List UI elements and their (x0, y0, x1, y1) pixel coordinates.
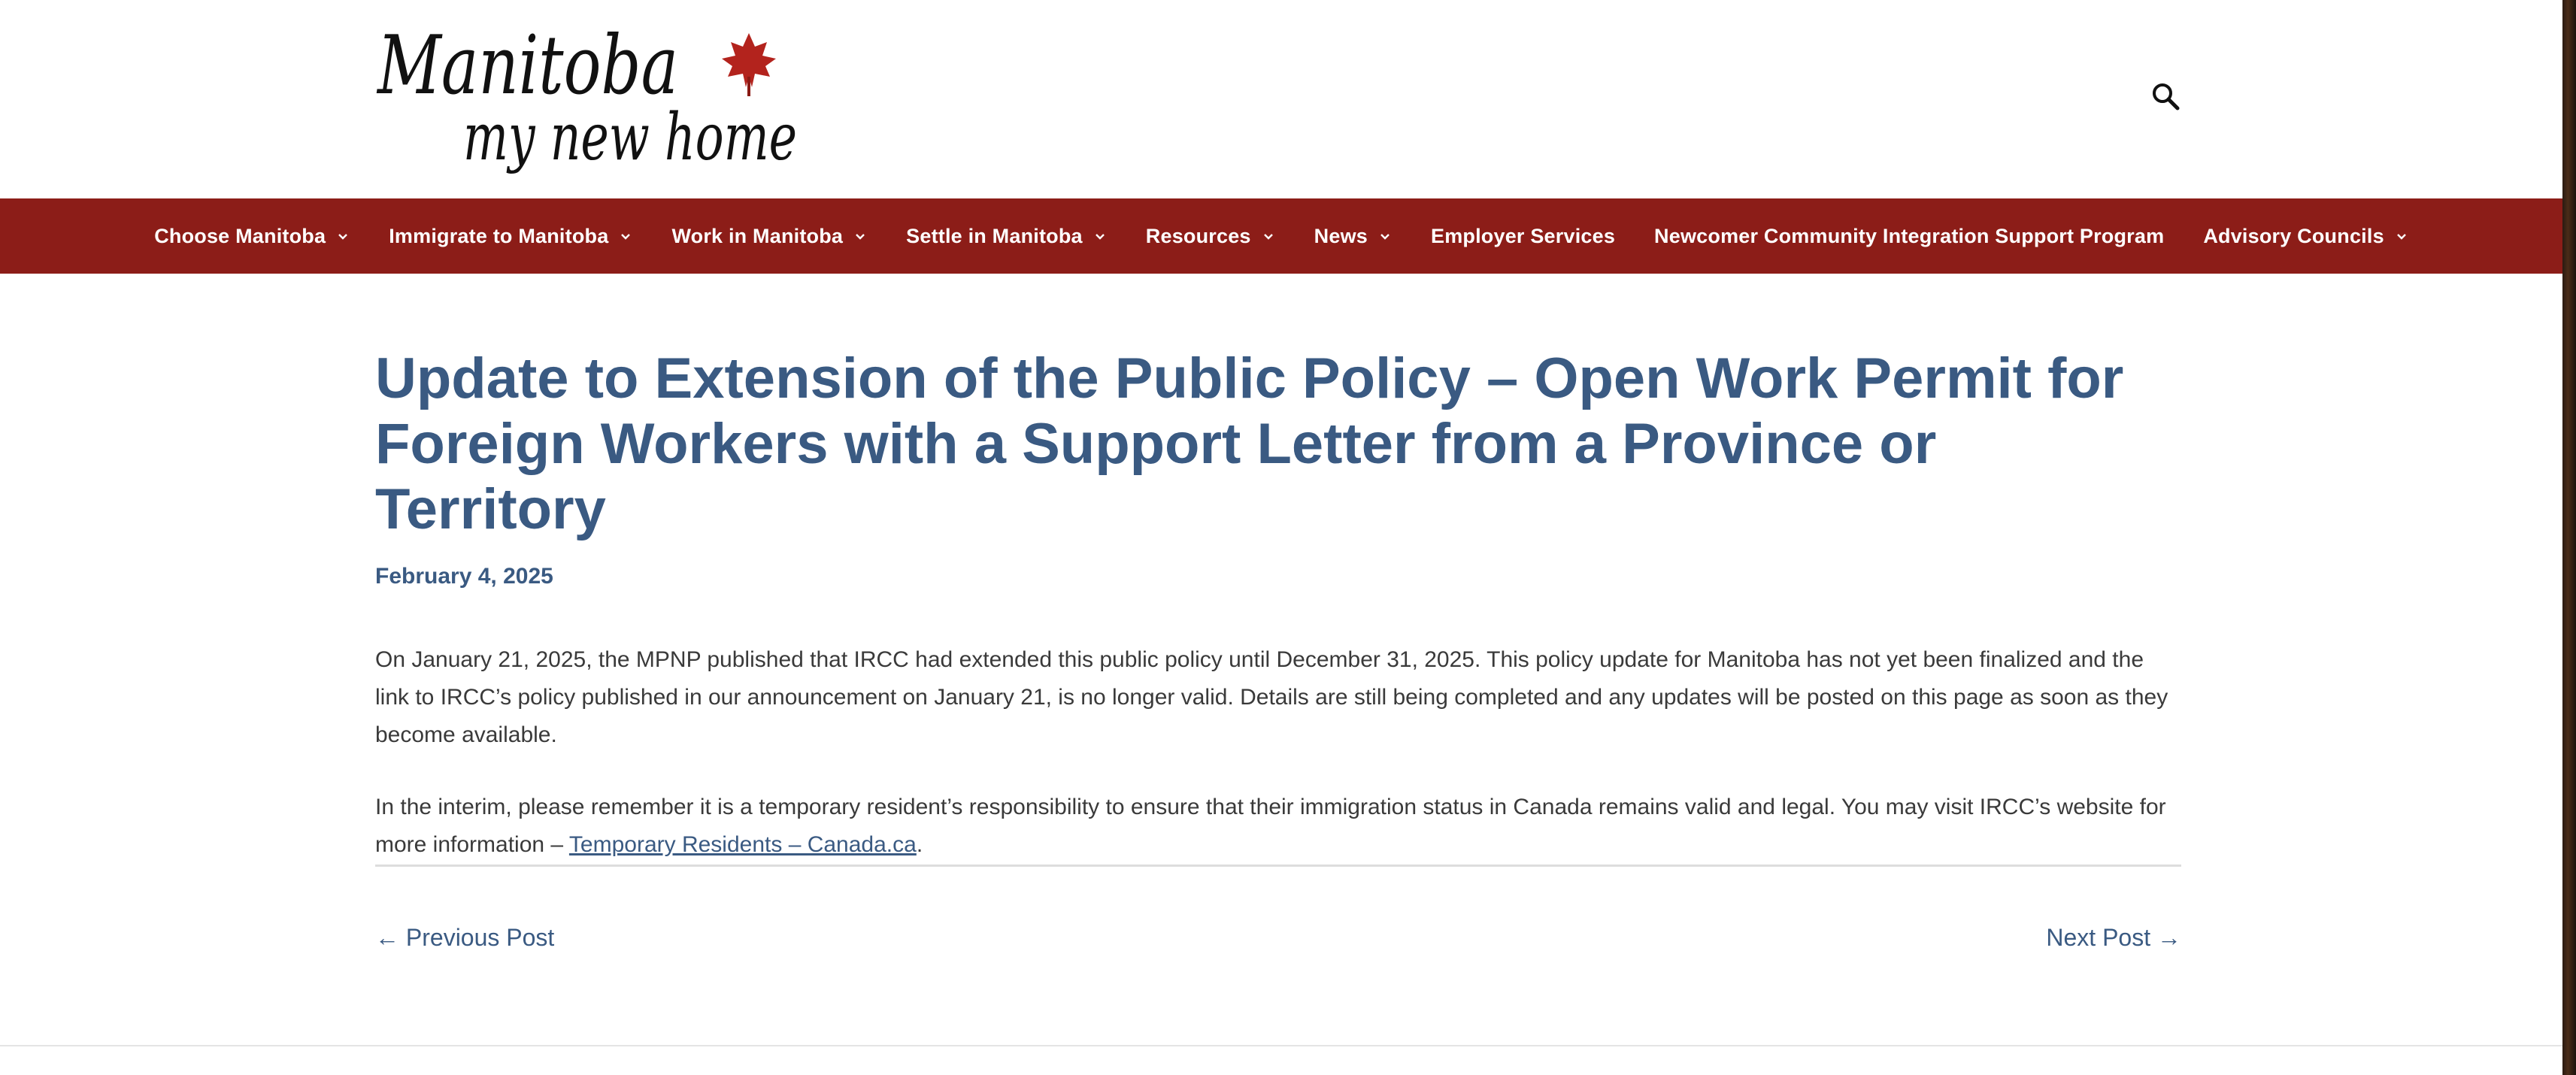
nav-item-label: Resources (1145, 224, 1251, 247)
chevron-down-icon (336, 229, 350, 243)
maple-leaf-icon (722, 33, 776, 96)
nav-item-employer-services[interactable] (1411, 198, 1635, 274)
temporary-residents-link[interactable]: Temporary Residents – Canada.ca (568, 832, 917, 857)
manitoba-logo[interactable] (374, 15, 803, 180)
nav-item-label: Advisory Councils (2203, 224, 2384, 247)
nav-item-label: Newcomer Community Integration Support Program (1654, 224, 2165, 247)
nav-item-immigrate-to-manitoba[interactable] (369, 198, 652, 274)
nav-item-news[interactable] (1295, 198, 1411, 274)
nav-item-newcomer-community-integration[interactable] (1635, 198, 2184, 274)
nav-item-label: Choose Manitoba (154, 224, 326, 247)
nav-item-label: Settle in Manitoba (906, 224, 1083, 247)
chevron-down-icon (1262, 229, 1275, 243)
nav-item-settle-in-manitoba[interactable] (886, 198, 1126, 274)
article (375, 346, 2181, 864)
nav-item-choose-manitoba[interactable] (135, 198, 369, 274)
window-edge-strip (2562, 0, 2576, 1075)
search-icon[interactable] (2149, 80, 2182, 113)
nav-item-advisory-councils[interactable] (2184, 198, 2427, 274)
nav-item-resources[interactable] (1126, 198, 1295, 274)
chevron-down-icon (619, 229, 632, 243)
post-divider (375, 865, 2181, 867)
nav-item-label: Immigrate to Manitoba (389, 224, 609, 247)
chevron-down-icon (1093, 229, 1107, 243)
chevron-down-icon (853, 229, 867, 243)
logo-line2: my new home (463, 100, 797, 175)
chevron-down-icon (1378, 229, 1392, 243)
article-paragraph-1: On January 21, 2025, the MPNP published that IRCC had extended this public policy until December 31, 2025. This policy update for Manitoba has not yet been finalized and the link to IRCC’s policy published in our announcement on January 21, is no longer valid. Details are still being completed and any updates will be posted on this page as soon as they become available. (375, 647, 2168, 747)
chevron-down-icon (2395, 229, 2408, 243)
paragraph-2-text: In the interim, please remember it is a temporary resident’s responsibility to ensure that their immigration status in Canada remains valid and legal. You may visit IRCC’s website for more information – (375, 795, 2166, 857)
article-date: February 4, 2025 (375, 564, 553, 589)
nav-item-label: Employer Services (1431, 224, 1616, 247)
next-post-link[interactable]: Next Post → (2046, 924, 2181, 951)
nav-item-label: Work in Manitoba (671, 224, 844, 247)
site-header (0, 0, 2562, 198)
main-navigation (0, 198, 2562, 274)
previous-post-link[interactable]: ← Previous Post (375, 924, 555, 951)
logo-line1: Manitoba (376, 19, 678, 113)
paragraph-2-end: . (916, 832, 923, 857)
footer-divider (0, 1045, 2562, 1046)
article-paragraph-2 (375, 789, 2181, 864)
nav-item-work-in-manitoba[interactable] (652, 198, 886, 274)
nav-list (0, 198, 2562, 274)
nav-item-label: News (1314, 224, 1368, 247)
post-navigation (375, 919, 2181, 956)
article-title: Update to Extension of the Public Policy – Open Work Permit for Foreign Workers with a Support Letter from a Province or Territory (375, 347, 2124, 541)
